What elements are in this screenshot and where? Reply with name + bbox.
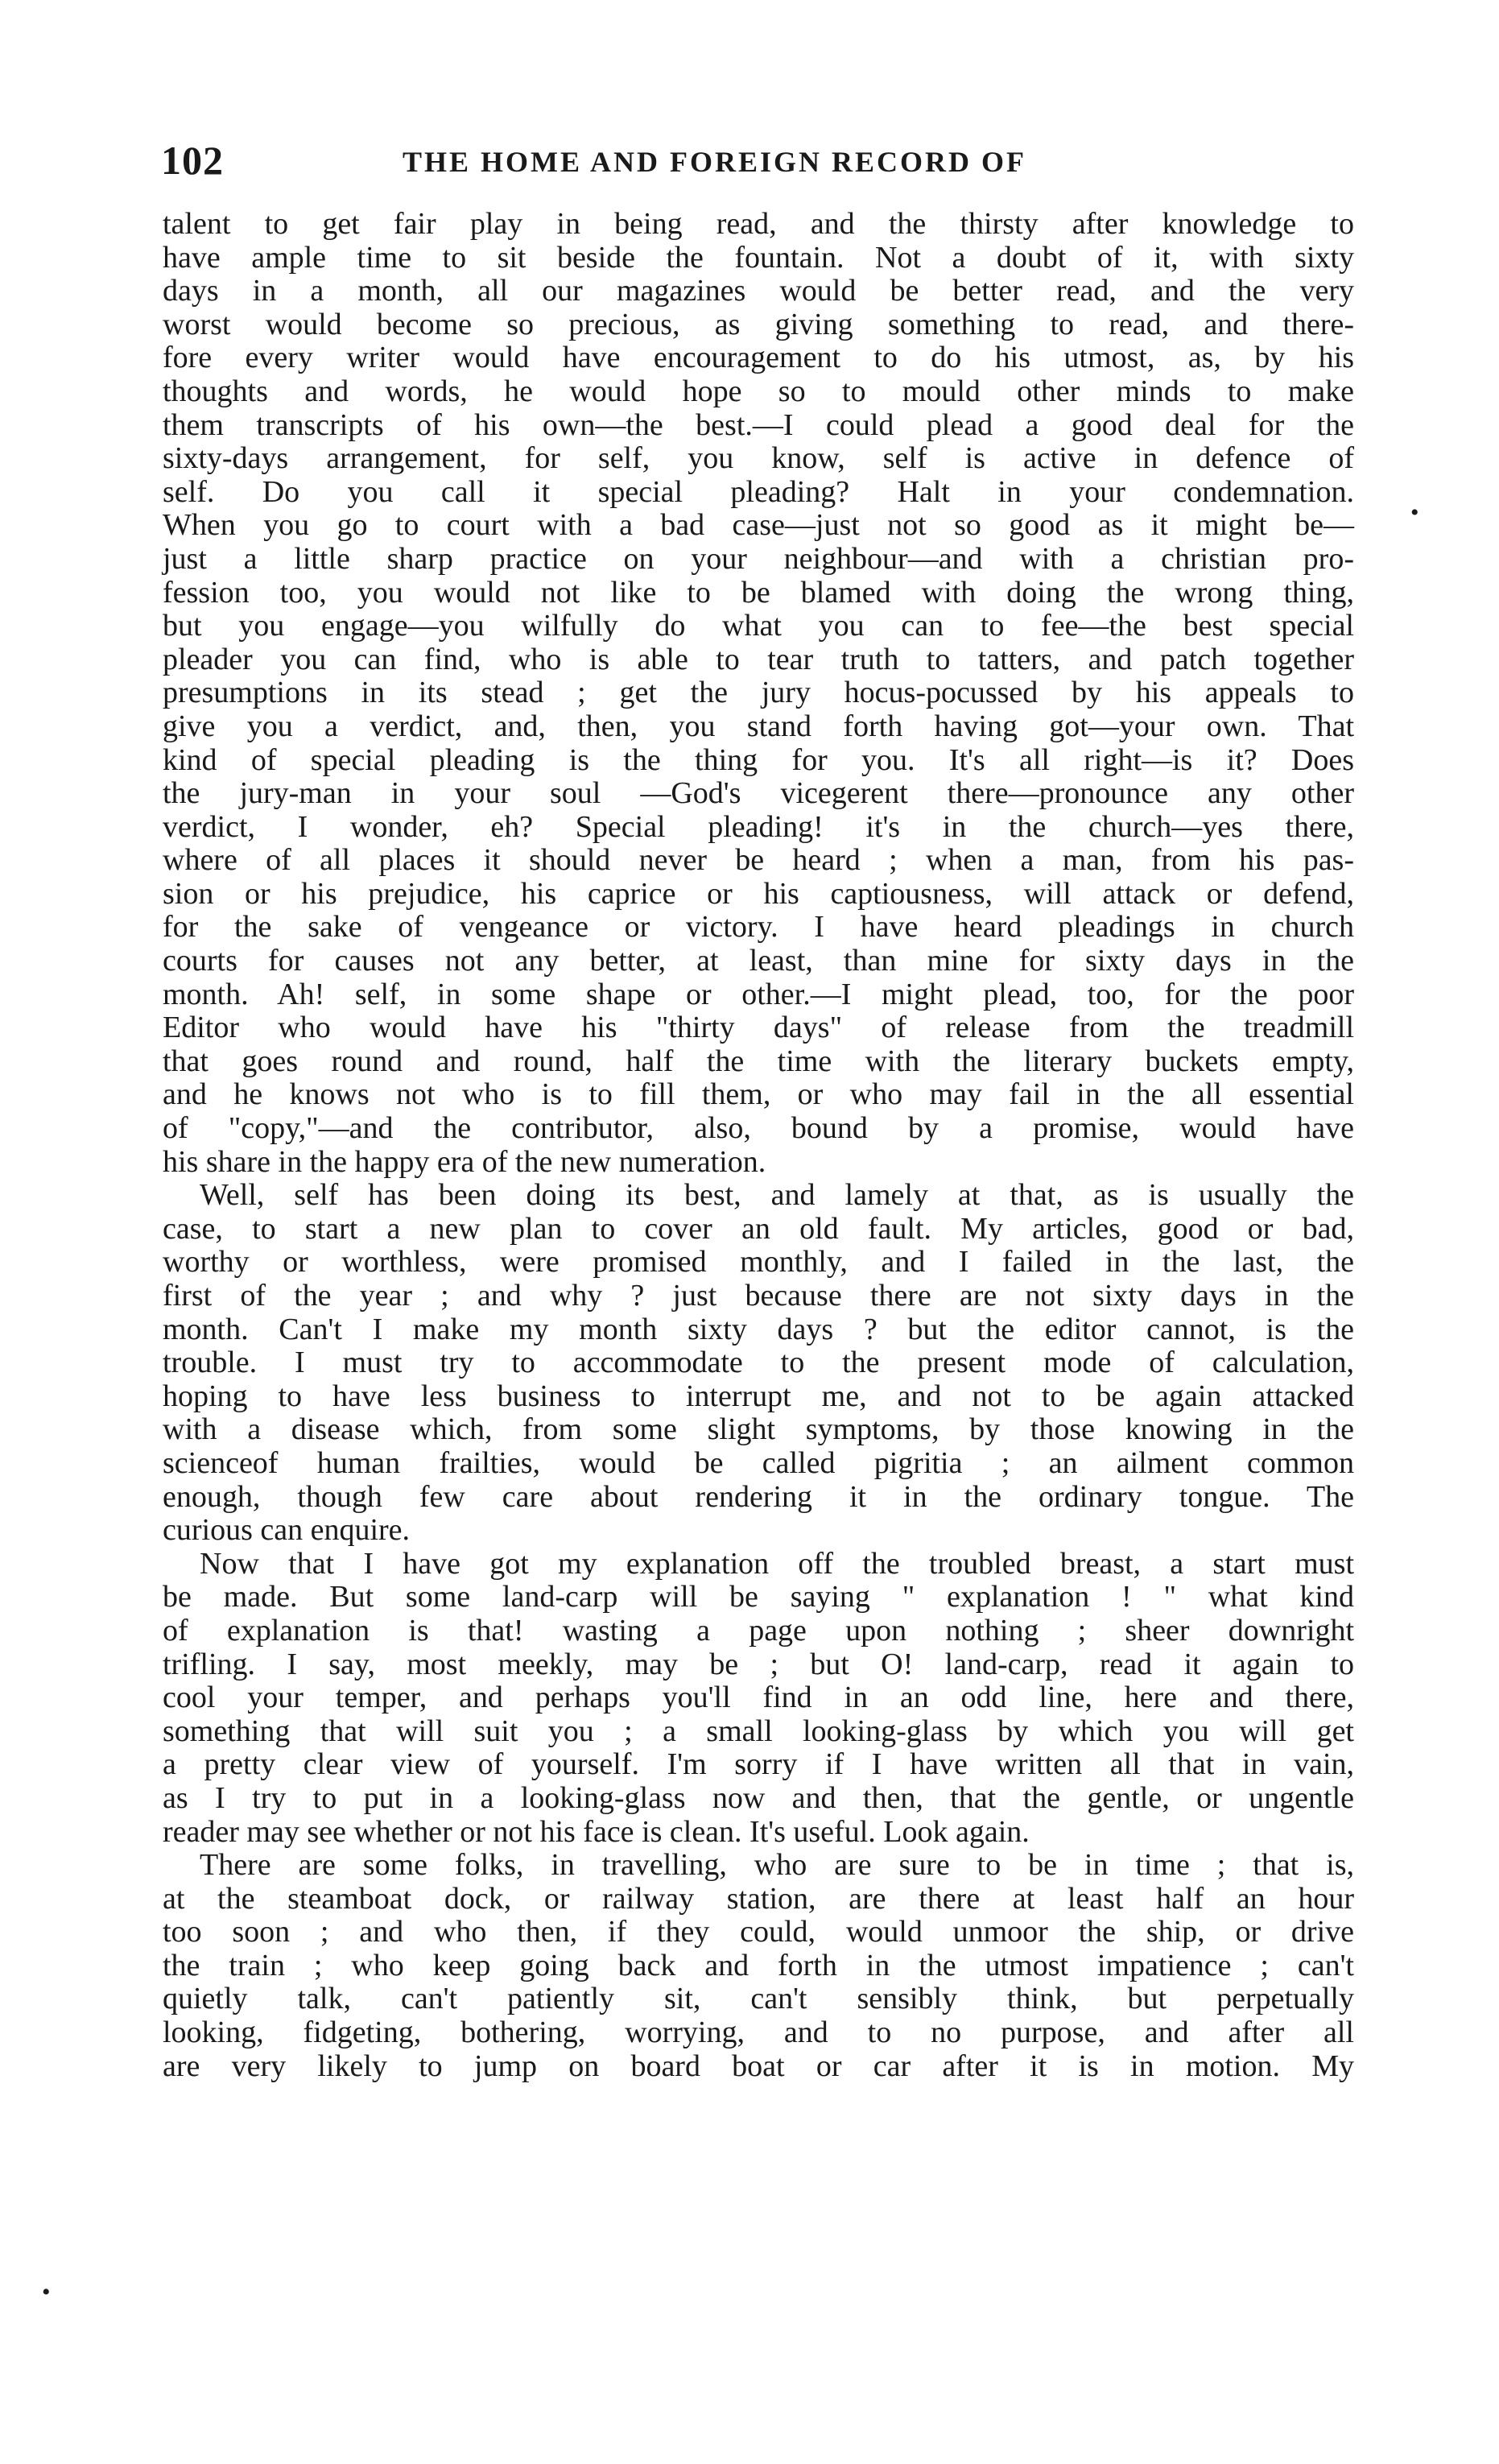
margin-dot: • [42, 2279, 51, 2305]
text-line: where of all places it should never be heard ; when a man, from his pas- [163, 843, 1354, 878]
text-line: Well, self has been doing its best, and lamely at that, as is usually the [200, 1178, 1354, 1213]
text-line: with a disease which, from some slight symptoms, by those knowing in the [163, 1412, 1354, 1447]
text-line: sion or his prejudice, his caprice or his captiousness, will attack or defend, [163, 876, 1354, 911]
text-line: too soon ; and who then, if they could, would unmoor the ship, or drive [163, 1915, 1354, 1949]
text-line: give you a verdict, and, then, you stand forth having got—your own. That [163, 709, 1354, 743]
text-line: When you go to court with a bad case—just not so good as it might be— [163, 508, 1354, 543]
text-line: the train ; who keep going back and forth in the utmost impatience ; can't [163, 1948, 1354, 1982]
text-line: have ample time to sit beside the fountain. Not a doubt of it, with sixty [163, 240, 1354, 275]
text-line: presumptions in its stead ; get the jury hocus-pocussed by his appeals to [163, 676, 1354, 710]
text-line: thoughts and words, he would hope so to mould other minds to make [163, 374, 1354, 408]
text-line: Now that I have got my explanation off the troubled breast, a start must [200, 1546, 1354, 1581]
article-body [163, 208, 1354, 2083]
text-line: There are some folks, in travelling, who are sure to be in time ; that is, [200, 1848, 1354, 1883]
margin-dot: • [1410, 499, 1419, 526]
text-line: be made. But some land-carp will be saying " explanation ! " what kind [163, 1580, 1354, 1614]
text-line: fore every writer would have encouragement to do his utmost, as, by his [163, 341, 1354, 375]
text-line: Editor who would have his "thirty days" of release from the treadmill [163, 1011, 1354, 1045]
text-line: cool your temper, and perhaps you'll find in an odd line, here and there, [163, 1681, 1354, 1715]
text-line: his share in the happy era of the new numeration. [163, 1144, 766, 1179]
text-line: a pretty clear view of yourself. I'm sorry if I have written all that in vain, [163, 1747, 1354, 1782]
text-line: hoping to have less business to interrupt me, and not to be again attacked [163, 1379, 1354, 1413]
text-line: of "copy,"—and the contributor, also, bound by a promise, would have [163, 1111, 1354, 1146]
text-line: trouble. I must try to accommodate to the present mode of calculation, [163, 1346, 1354, 1380]
text-line: but you engage—you wilfully do what you can to fee—the best special [163, 609, 1354, 643]
text-line: of explanation is that! wasting a page upon nothing ; sheer downright [163, 1613, 1354, 1647]
text-line: first of the year ; and why ? just because there are not sixty days in the [163, 1279, 1354, 1313]
text-line: that goes round and round, half the time with the literary buckets empty, [163, 1044, 1354, 1078]
text-line: them transcripts of his own—the best.—I could plead a good deal for the [163, 407, 1354, 442]
text-line: courts for causes not any better, at least, than mine for sixty days in the [163, 944, 1354, 978]
text-line: enough, though few care about rendering it in the ordinary tongue. The [163, 1479, 1354, 1514]
text-line: looking, fidgeting, bothering, worrying, and to no purpose, and after all [163, 2015, 1354, 2050]
page-number: 102 [161, 138, 224, 183]
text-line: month. Can't I make my month sixty days ? but the editor cannot, is the [163, 1312, 1354, 1346]
text-line: worst would become so precious, as giving something to read, and there- [163, 307, 1354, 341]
text-line: fession too, you would not like to be blamed with doing the wrong thing, [163, 575, 1354, 610]
text-line: days in a month, all our magazines would be better read, and the very [163, 274, 1354, 308]
text-line: at the steamboat dock, or railway station, are there at least half an hour [163, 1881, 1354, 1916]
text-line: curious can enquire. [163, 1513, 411, 1548]
text-line: for the sake of vengeance or victory. I have heard pleadings in church [163, 910, 1354, 945]
text-line: as I try to put in a looking-glass now and then, that the gentle, or ungentle [163, 1780, 1354, 1815]
text-line: something that will suit you ; a small looking-glass by which you will get [163, 1714, 1354, 1748]
text-line: the jury-man in your soul —God's vicegerent there—pronounce any other [163, 776, 1354, 811]
text-line: case, to start a new plan to cover an old fault. My articles, good or bad, [163, 1211, 1354, 1246]
text-line: quietly talk, can't patiently sit, can't sensibly think, but perpetually [163, 1982, 1354, 2016]
page-header [161, 137, 1369, 185]
text-line: are very likely to jump on board boat or car after it is in motion. My [163, 2049, 1354, 2083]
text-line: just a little sharp practice on your neighbour—and with a christian pro- [163, 541, 1354, 576]
running-title: THE HOME AND FOREIGN RECORD OF [403, 146, 1027, 178]
text-line: reader may see whether or not his face is clean. It's useful. Look again. [163, 1814, 1030, 1849]
text-line: talent to get fair play in being read, and the thirsty after knowledge to [163, 207, 1354, 241]
text-line: verdict, I wonder, eh? Special pleading! it's in the church—yes there, [163, 809, 1354, 844]
text-line: scienceof human frailties, would be called pigritia ; an ailment common [163, 1445, 1354, 1480]
text-line: sixty-days arrangement, for self, you know, self is active in defence of [163, 441, 1354, 476]
text-line: trifling. I say, most meekly, may be ; but O! land-carp, read it again to [163, 1647, 1354, 1681]
text-line: pleader you can find, who is able to tear truth to tatters, and patch together [163, 642, 1354, 676]
text-line: worthy or worthless, were promised monthly, and I failed in the last, the [163, 1245, 1354, 1280]
text-line: kind of special pleading is the thing for you. It's all right—is it? Does [163, 742, 1354, 777]
text-line: month. Ah! self, in some shape or other.—I might plead, too, for the poor [163, 977, 1354, 1011]
text-line: self. Do you call it special pleading? Halt in your condemnation. [163, 474, 1354, 509]
text-line: and he knows not who is to fill them, or who may fail in the all essential [163, 1077, 1354, 1112]
